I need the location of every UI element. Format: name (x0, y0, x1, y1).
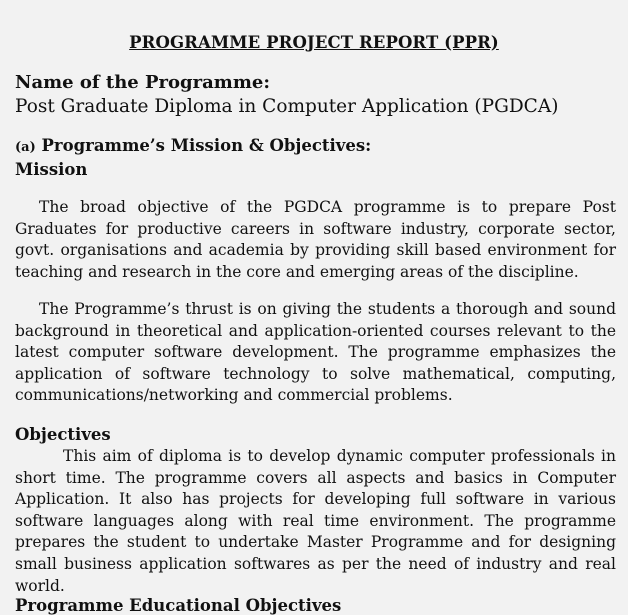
objectives-paragraph (15, 446, 616, 597)
section-a-heading (15, 136, 371, 155)
mission-paragraph-1-text: The broad objective of the PGDCA programme is to prepare Post Graduates for productive careers in software industry, corporate sector, govt. organisations and academia by providing skill based environment for teaching and research in the core and emerging areas of the discipline. (15, 198, 616, 281)
objectives-heading: Objectives (15, 425, 111, 444)
section-a-title: Programme’s Mission & Objectives: (41, 136, 372, 155)
next-section-heading: Programme Educational Objectives (15, 596, 342, 615)
mission-paragraph-2 (15, 299, 616, 407)
programme-name-heading: Name of the Programme: (15, 72, 270, 93)
programme-name: Post Graduate Diploma in Computer Application (PGDCA) (15, 96, 559, 117)
mission-heading: Mission (15, 160, 88, 179)
objectives-paragraph-text: This aim of diploma is to develop dynamic computer professionals in short time. The programme covers all aspects and basics in Computer Application. It also has projects for developing full software in various software languages along with real time environment. The programme prepares the student to undertake Master Programme and for designing small business application softwares as per the need of industry and real world. (15, 447, 616, 595)
mission-paragraph-2-text: The Programme’s thrust is on giving the students a thorough and sound background in theoretical and application-oriented courses relevant to the latest computer software development. The programme emphasizes the application of software technology to solve mathematical, computing, communications/networking and commercial problems. (15, 300, 616, 405)
section-a-tag: (a) (15, 140, 36, 155)
report-title: PROGRAMME PROJECT REPORT (PPR) (129, 33, 499, 52)
mission-paragraph-1 (15, 197, 616, 283)
